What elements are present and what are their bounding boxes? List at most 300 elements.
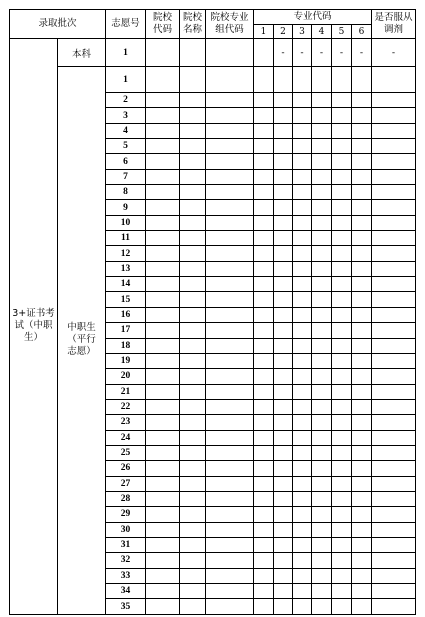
school-name-cell[interactable]: [180, 599, 206, 614]
adjust-cell[interactable]: [372, 108, 416, 123]
major-code-cell[interactable]: [352, 553, 372, 568]
school-name-cell[interactable]: [180, 93, 206, 108]
major-code-cell[interactable]: [254, 568, 274, 583]
major-code-cell[interactable]: [312, 185, 332, 200]
adjust-cell[interactable]: [372, 461, 416, 476]
school-code-cell[interactable]: [146, 261, 180, 276]
major-code-cell[interactable]: [274, 338, 293, 353]
school-code-cell[interactable]: [146, 277, 180, 292]
school-code-cell[interactable]: [146, 476, 180, 491]
major-code-cell[interactable]: [352, 491, 372, 506]
major-code-cell[interactable]: [274, 430, 293, 445]
major-code-cell[interactable]: [352, 154, 372, 169]
major-code-cell[interactable]: [332, 215, 352, 230]
major-code-cell[interactable]: [352, 261, 372, 276]
school-name-cell[interactable]: [180, 476, 206, 491]
school-name-cell[interactable]: [180, 384, 206, 399]
major-code-cell[interactable]: [274, 445, 293, 460]
major-code-cell[interactable]: [274, 323, 293, 338]
school-code-cell[interactable]: [146, 93, 180, 108]
major-code-cell[interactable]: [312, 169, 332, 184]
school-name-cell[interactable]: [180, 507, 206, 522]
major-code-cell[interactable]: [293, 139, 312, 154]
school-code-cell[interactable]: [146, 154, 180, 169]
major-code-cell[interactable]: [274, 553, 293, 568]
adjust-cell[interactable]: [372, 139, 416, 154]
major-code-cell[interactable]: [332, 476, 352, 491]
major-code-cell[interactable]: [274, 384, 293, 399]
major-code-cell[interactable]: [312, 445, 332, 460]
major-code-cell[interactable]: [352, 200, 372, 215]
major-code-cell[interactable]: [254, 67, 274, 93]
major-code-cell[interactable]: [254, 246, 274, 261]
major-code-cell[interactable]: [332, 185, 352, 200]
school-code-cell[interactable]: [146, 185, 180, 200]
school-name-cell[interactable]: [180, 491, 206, 506]
group-code-cell[interactable]: [206, 476, 254, 491]
group-code-cell[interactable]: [206, 108, 254, 123]
group-code-cell[interactable]: [206, 384, 254, 399]
school-name-cell[interactable]: [180, 399, 206, 414]
school-code-cell[interactable]: [146, 461, 180, 476]
major-code-cell[interactable]: [274, 476, 293, 491]
major-code-cell[interactable]: [332, 369, 352, 384]
group-code-cell[interactable]: [206, 491, 254, 506]
major-code-cell[interactable]: [312, 154, 332, 169]
major-code-cell[interactable]: [352, 123, 372, 138]
adjust-cell[interactable]: [372, 200, 416, 215]
major-code-cell[interactable]: [312, 338, 332, 353]
major-code-cell[interactable]: [352, 338, 372, 353]
major-code-cell[interactable]: [352, 415, 372, 430]
major-code-cell[interactable]: [332, 323, 352, 338]
school-code-cell[interactable]: [146, 384, 180, 399]
school-name-cell[interactable]: [180, 537, 206, 552]
school-name-cell[interactable]: [180, 200, 206, 215]
benke-group-code-cell[interactable]: [206, 39, 254, 67]
major-code-cell[interactable]: [312, 123, 332, 138]
group-code-cell[interactable]: [206, 568, 254, 583]
major-code-cell[interactable]: [293, 154, 312, 169]
school-name-cell[interactable]: [180, 277, 206, 292]
major-code-cell[interactable]: [254, 323, 274, 338]
adjust-cell[interactable]: [372, 476, 416, 491]
school-name-cell[interactable]: [180, 139, 206, 154]
major-code-cell[interactable]: [254, 123, 274, 138]
major-code-cell[interactable]: [293, 353, 312, 368]
major-code-cell[interactable]: [254, 476, 274, 491]
major-code-cell[interactable]: [332, 123, 352, 138]
group-code-cell[interactable]: [206, 154, 254, 169]
major-code-cell[interactable]: [332, 67, 352, 93]
adjust-cell[interactable]: [372, 246, 416, 261]
major-code-cell[interactable]: [352, 507, 372, 522]
major-code-cell[interactable]: [274, 537, 293, 552]
adjust-cell[interactable]: [372, 261, 416, 276]
school-name-cell[interactable]: [180, 353, 206, 368]
major-code-cell[interactable]: [274, 584, 293, 599]
school-code-cell[interactable]: [146, 139, 180, 154]
major-code-cell[interactable]: [254, 461, 274, 476]
major-code-cell[interactable]: [254, 93, 274, 108]
school-code-cell[interactable]: [146, 415, 180, 430]
school-code-cell[interactable]: [146, 323, 180, 338]
school-code-cell[interactable]: [146, 369, 180, 384]
major-code-cell[interactable]: [293, 169, 312, 184]
major-code-cell[interactable]: [274, 67, 293, 93]
adjust-cell[interactable]: [372, 491, 416, 506]
major-code-cell[interactable]: [293, 445, 312, 460]
group-code-cell[interactable]: [206, 139, 254, 154]
group-code-cell[interactable]: [206, 461, 254, 476]
major-code-cell[interactable]: [254, 399, 274, 414]
group-code-cell[interactable]: [206, 507, 254, 522]
major-code-cell[interactable]: [293, 292, 312, 307]
major-code-cell[interactable]: [293, 231, 312, 246]
school-code-cell[interactable]: [146, 108, 180, 123]
major-code-cell[interactable]: [254, 139, 274, 154]
benke-school-name-cell[interactable]: [180, 39, 206, 67]
major-code-cell[interactable]: [254, 108, 274, 123]
major-code-cell[interactable]: [312, 522, 332, 537]
major-code-cell[interactable]: [312, 415, 332, 430]
adjust-cell[interactable]: [372, 599, 416, 614]
major-code-cell[interactable]: [312, 292, 332, 307]
major-code-cell[interactable]: [254, 307, 274, 322]
school-name-cell[interactable]: [180, 215, 206, 230]
adjust-cell[interactable]: [372, 537, 416, 552]
major-code-cell[interactable]: [254, 415, 274, 430]
major-code-cell[interactable]: [312, 246, 332, 261]
major-code-cell[interactable]: [254, 292, 274, 307]
major-code-cell[interactable]: [254, 353, 274, 368]
school-name-cell[interactable]: [180, 154, 206, 169]
major-code-cell[interactable]: [293, 338, 312, 353]
major-code-cell[interactable]: [274, 599, 293, 614]
major-code-cell[interactable]: [312, 93, 332, 108]
major-code-cell[interactable]: [254, 338, 274, 353]
major-code-cell[interactable]: [274, 185, 293, 200]
adjust-cell[interactable]: [372, 445, 416, 460]
major-code-cell[interactable]: [254, 491, 274, 506]
adjust-cell[interactable]: [372, 384, 416, 399]
school-code-cell[interactable]: [146, 307, 180, 322]
group-code-cell[interactable]: [206, 522, 254, 537]
adjust-cell[interactable]: [372, 415, 416, 430]
adjust-cell[interactable]: [372, 522, 416, 537]
group-code-cell[interactable]: [206, 67, 254, 93]
school-code-cell[interactable]: [146, 568, 180, 583]
major-code-cell[interactable]: [274, 369, 293, 384]
major-code-cell[interactable]: [332, 415, 352, 430]
major-code-cell[interactable]: [312, 476, 332, 491]
major-code-cell[interactable]: [293, 568, 312, 583]
group-code-cell[interactable]: [206, 292, 254, 307]
adjust-cell[interactable]: [372, 553, 416, 568]
major-code-cell[interactable]: [332, 353, 352, 368]
major-code-cell[interactable]: [254, 215, 274, 230]
school-code-cell[interactable]: [146, 584, 180, 599]
major-code-cell[interactable]: [254, 369, 274, 384]
major-code-cell[interactable]: [332, 261, 352, 276]
major-code-cell[interactable]: [332, 584, 352, 599]
group-code-cell[interactable]: [206, 123, 254, 138]
adjust-cell[interactable]: [372, 169, 416, 184]
school-name-cell[interactable]: [180, 108, 206, 123]
major-code-cell[interactable]: [312, 67, 332, 93]
major-code-cell[interactable]: [352, 215, 372, 230]
school-name-cell[interactable]: [180, 553, 206, 568]
school-code-cell[interactable]: [146, 507, 180, 522]
major-code-cell[interactable]: [352, 568, 372, 583]
adjust-cell[interactable]: [372, 215, 416, 230]
major-code-cell[interactable]: [274, 231, 293, 246]
school-name-cell[interactable]: [180, 430, 206, 445]
major-code-cell[interactable]: [352, 231, 372, 246]
school-code-cell[interactable]: [146, 215, 180, 230]
major-code-cell[interactable]: [274, 568, 293, 583]
major-code-cell[interactable]: [274, 108, 293, 123]
major-code-cell[interactable]: [274, 123, 293, 138]
major-code-cell[interactable]: [293, 246, 312, 261]
group-code-cell[interactable]: [206, 246, 254, 261]
adjust-cell[interactable]: [372, 154, 416, 169]
major-code-cell[interactable]: [352, 369, 372, 384]
school-name-cell[interactable]: [180, 522, 206, 537]
group-code-cell[interactable]: [206, 537, 254, 552]
major-code-cell[interactable]: [254, 430, 274, 445]
major-code-cell[interactable]: [274, 399, 293, 414]
school-code-cell[interactable]: [146, 537, 180, 552]
school-code-cell[interactable]: [146, 231, 180, 246]
group-code-cell[interactable]: [206, 231, 254, 246]
school-name-cell[interactable]: [180, 67, 206, 93]
major-code-cell[interactable]: [332, 430, 352, 445]
school-name-cell[interactable]: [180, 323, 206, 338]
major-code-cell[interactable]: [274, 307, 293, 322]
adjust-cell[interactable]: [372, 307, 416, 322]
major-code-cell[interactable]: [332, 522, 352, 537]
school-code-cell[interactable]: [146, 553, 180, 568]
school-name-cell[interactable]: [180, 169, 206, 184]
major-code-cell[interactable]: [274, 93, 293, 108]
major-code-cell[interactable]: [293, 185, 312, 200]
major-code-cell[interactable]: [274, 200, 293, 215]
major-code-cell[interactable]: [352, 93, 372, 108]
school-name-cell[interactable]: [180, 568, 206, 583]
major-code-cell[interactable]: [332, 246, 352, 261]
major-code-cell[interactable]: [274, 277, 293, 292]
group-code-cell[interactable]: [206, 553, 254, 568]
major-code-cell[interactable]: [332, 491, 352, 506]
major-code-cell[interactable]: [293, 307, 312, 322]
major-code-cell[interactable]: [312, 200, 332, 215]
major-code-cell[interactable]: [332, 200, 352, 215]
school-name-cell[interactable]: [180, 584, 206, 599]
major-code-cell[interactable]: [293, 522, 312, 537]
school-name-cell[interactable]: [180, 338, 206, 353]
major-code-cell[interactable]: [254, 537, 274, 552]
group-code-cell[interactable]: [206, 599, 254, 614]
major-code-cell[interactable]: [312, 507, 332, 522]
adjust-cell[interactable]: [372, 584, 416, 599]
adjust-cell[interactable]: [372, 93, 416, 108]
adjust-cell[interactable]: [372, 292, 416, 307]
major-code-cell[interactable]: [332, 108, 352, 123]
school-code-cell[interactable]: [146, 292, 180, 307]
school-code-cell[interactable]: [146, 123, 180, 138]
major-code-cell[interactable]: [254, 231, 274, 246]
major-code-cell[interactable]: [312, 277, 332, 292]
major-code-cell[interactable]: [332, 307, 352, 322]
major-code-cell[interactable]: [332, 599, 352, 614]
major-code-cell[interactable]: [293, 599, 312, 614]
group-code-cell[interactable]: [206, 185, 254, 200]
major-code-cell[interactable]: [352, 461, 372, 476]
major-code-cell[interactable]: [274, 261, 293, 276]
group-code-cell[interactable]: [206, 200, 254, 215]
adjust-cell[interactable]: [372, 430, 416, 445]
major-code-cell[interactable]: [254, 445, 274, 460]
school-name-cell[interactable]: [180, 415, 206, 430]
major-code-cell[interactable]: [293, 461, 312, 476]
school-name-cell[interactable]: [180, 231, 206, 246]
school-code-cell[interactable]: [146, 338, 180, 353]
major-code-cell[interactable]: [254, 522, 274, 537]
school-name-cell[interactable]: [180, 461, 206, 476]
major-code-cell[interactable]: [352, 246, 372, 261]
school-code-cell[interactable]: [146, 430, 180, 445]
major-code-cell[interactable]: [352, 476, 372, 491]
major-code-cell[interactable]: [312, 353, 332, 368]
group-code-cell[interactable]: [206, 261, 254, 276]
major-code-cell[interactable]: [332, 399, 352, 414]
major-code-cell[interactable]: [332, 93, 352, 108]
major-code-cell[interactable]: [293, 476, 312, 491]
major-code-cell[interactable]: [332, 568, 352, 583]
adjust-cell[interactable]: [372, 185, 416, 200]
major-code-cell[interactable]: [293, 537, 312, 552]
major-code-cell[interactable]: [332, 461, 352, 476]
major-code-cell[interactable]: [274, 246, 293, 261]
major-code-cell[interactable]: [332, 292, 352, 307]
major-code-cell[interactable]: [352, 353, 372, 368]
school-name-cell[interactable]: [180, 246, 206, 261]
major-code-cell[interactable]: [332, 445, 352, 460]
school-code-cell[interactable]: [146, 200, 180, 215]
major-code-cell[interactable]: [352, 139, 372, 154]
major-code-cell[interactable]: [352, 277, 372, 292]
major-code-cell[interactable]: [332, 139, 352, 154]
major-code-cell[interactable]: [254, 261, 274, 276]
major-code-cell[interactable]: [293, 277, 312, 292]
adjust-cell[interactable]: [372, 231, 416, 246]
group-code-cell[interactable]: [206, 584, 254, 599]
major-code-cell[interactable]: [352, 599, 372, 614]
major-code-cell[interactable]: [293, 93, 312, 108]
major-code-cell[interactable]: [332, 277, 352, 292]
major-code-cell[interactable]: [312, 399, 332, 414]
major-code-cell[interactable]: [254, 185, 274, 200]
adjust-cell[interactable]: [372, 67, 416, 93]
group-code-cell[interactable]: [206, 338, 254, 353]
major-code-cell[interactable]: [332, 384, 352, 399]
major-code-cell[interactable]: [293, 553, 312, 568]
major-code-cell[interactable]: [352, 323, 372, 338]
major-code-cell[interactable]: [352, 307, 372, 322]
major-code-cell[interactable]: [293, 430, 312, 445]
major-code-cell[interactable]: [254, 169, 274, 184]
major-code-cell[interactable]: [332, 231, 352, 246]
major-code-cell[interactable]: [312, 307, 332, 322]
school-code-cell[interactable]: [146, 522, 180, 537]
adjust-cell[interactable]: [372, 323, 416, 338]
school-code-cell[interactable]: [146, 67, 180, 93]
adjust-cell[interactable]: [372, 399, 416, 414]
major-code-cell[interactable]: [293, 67, 312, 93]
major-code-cell[interactable]: [332, 507, 352, 522]
major-code-cell[interactable]: [293, 507, 312, 522]
school-code-cell[interactable]: [146, 399, 180, 414]
major-code-cell[interactable]: [274, 507, 293, 522]
major-code-cell[interactable]: [274, 139, 293, 154]
major-code-cell[interactable]: [254, 384, 274, 399]
group-code-cell[interactable]: [206, 277, 254, 292]
major-code-cell[interactable]: [312, 231, 332, 246]
school-name-cell[interactable]: [180, 292, 206, 307]
school-name-cell[interactable]: [180, 185, 206, 200]
major-code-cell[interactable]: [312, 491, 332, 506]
major-code-cell[interactable]: [332, 553, 352, 568]
major-code-cell[interactable]: [312, 599, 332, 614]
major-code-cell[interactable]: [312, 461, 332, 476]
major-code-cell[interactable]: [352, 108, 372, 123]
major-code-cell[interactable]: [312, 369, 332, 384]
major-code-cell[interactable]: [293, 491, 312, 506]
major-code-cell[interactable]: [293, 200, 312, 215]
major-code-cell[interactable]: [352, 384, 372, 399]
major-code-cell[interactable]: [254, 154, 274, 169]
major-code-cell[interactable]: [352, 584, 372, 599]
major-code-cell[interactable]: [274, 169, 293, 184]
major-code-cell[interactable]: [332, 169, 352, 184]
adjust-cell[interactable]: [372, 353, 416, 368]
major-code-cell[interactable]: [352, 292, 372, 307]
major-code-cell[interactable]: [274, 461, 293, 476]
major-code-cell[interactable]: [312, 537, 332, 552]
group-code-cell[interactable]: [206, 445, 254, 460]
adjust-cell[interactable]: [372, 277, 416, 292]
major-code-cell[interactable]: [293, 215, 312, 230]
major-code-cell[interactable]: [293, 384, 312, 399]
major-code-cell[interactable]: [352, 537, 372, 552]
major-code-cell[interactable]: [352, 67, 372, 93]
group-code-cell[interactable]: [206, 323, 254, 338]
major-code-cell[interactable]: [312, 108, 332, 123]
school-name-cell[interactable]: [180, 445, 206, 460]
group-code-cell[interactable]: [206, 307, 254, 322]
school-code-cell[interactable]: [146, 491, 180, 506]
major-code-cell[interactable]: [274, 491, 293, 506]
major-code-cell[interactable]: [293, 123, 312, 138]
major-code-cell[interactable]: [274, 215, 293, 230]
major-code-cell[interactable]: [274, 353, 293, 368]
major-code-cell[interactable]: [274, 415, 293, 430]
major-code-cell[interactable]: [293, 108, 312, 123]
group-code-cell[interactable]: [206, 430, 254, 445]
major-code-cell[interactable]: [293, 323, 312, 338]
major-code-cell[interactable]: [312, 553, 332, 568]
